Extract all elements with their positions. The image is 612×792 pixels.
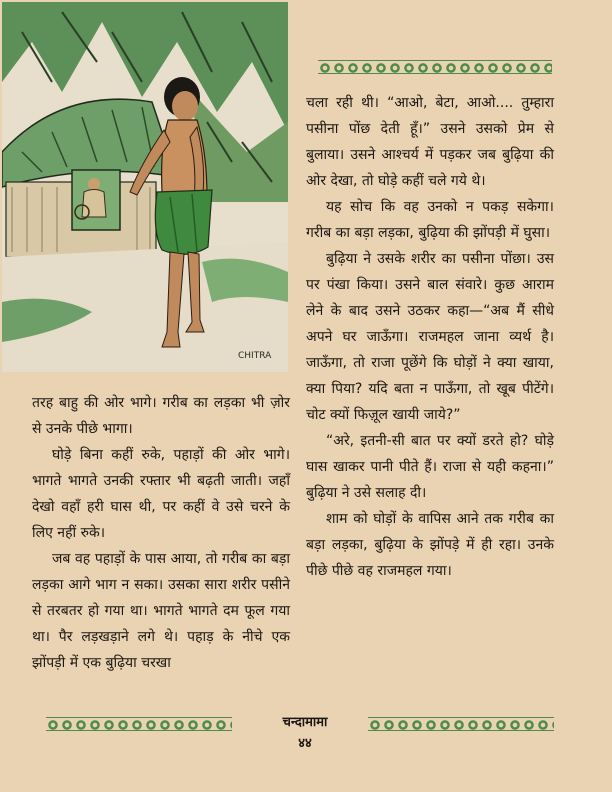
page-number: ४४ (298, 736, 312, 751)
paragraph: जब वह पहाड़ों के पास आया, तो गरीब का बड़ा लड़का आगे भाग न सका। उसका सारा शरीर पसीने से तरबतर हो गया था। भागते भागते दम फूल गया था। पैर लड़खड़ाने लगे थे। पहाड़ के नीचे एक झोंपड़ी में एक बुढ़िया चरखा (32, 551, 290, 671)
artist-signature: CHITRA (238, 351, 272, 361)
paragraph: शाम को घोड़ों के वापिस आने तक गरीब का बड़ा लड़का, बुढ़िया के झोंपड़े में ही रहा। उनके पीछे पीछे वह राजमहल गया। (306, 511, 554, 579)
story-illustration (2, 2, 288, 372)
decorative-border-bottom-right (368, 717, 554, 731)
magazine-title: चन्दामामा (282, 715, 328, 730)
paragraph: “अरे, इतनी-सी बात पर क्यों डरते हो? घोड़े घास खाकर पानी पीते हैं। राजा से यही कहना।” बुढ़िया ने उसे सलाह दी। (306, 433, 554, 501)
paragraph: बुढ़िया ने उसके शरीर का पसीना पोंछा। उस पर पंखा किया। उसने बाल संवारे। कुछ आराम लेने के बाद उसने उठकर कहा—“अब मैं सीधे अपने घर जाऊँगा। राजमहल जाना व्यर्थ है। जाऊँगा, तो राजा पूछेंगे कि घोड़ों ने क्या खाया, क्या पिया? यदि बता न पाऊँगा, तो खूब पीटेंगे। चोट क्यों फिज़ूल खायी जाये?” (306, 251, 554, 423)
paragraph: यह सोच कि वह उनको न पकड़ सकेगा। गरीब का बड़ा लड़का, बुढ़िया की झोंपड़ी में घुसा। (306, 199, 554, 241)
decorative-border-top (318, 60, 552, 74)
text-column-right (306, 90, 554, 584)
paragraph: चला रही थी। “आओ, बेटा, आओ.... तुम्हारा पसीना पोंछ देती हूँ।” उसने उसको प्रेम से बुलाया। उसने आश्चर्य में पड़कर जब बुढ़िया की ओर देखा, तो घोड़े कहीं चले गये थे। (306, 95, 554, 189)
text-column-left (32, 390, 290, 676)
paragraph: तरह बाहु की ओर भागे। गरीब का लड़का भी ज़ोर से उनके पीछे भागा। (32, 395, 290, 437)
decorative-border-bottom-left (46, 717, 232, 731)
paragraph: घोड़े बिना कहीं रुके, पहाड़ों की ओर भागे। भागते भागते उनकी रफ्तार भी बढ़ती जाती। जहाँ देखो वहाँ हरी घास थी, पर कहीं वे उसे चरने के लिए नहीं रुके। (32, 447, 290, 541)
